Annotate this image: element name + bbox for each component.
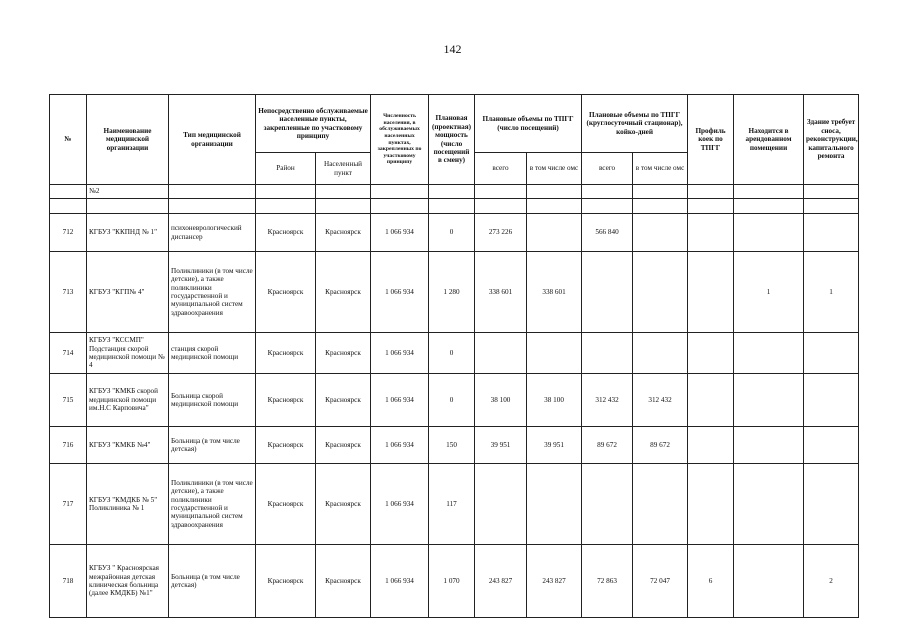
cell-settlement: Красноярск — [316, 214, 371, 252]
cell-row-number: 717 — [50, 464, 87, 545]
cell-org-name: КГБУЗ "КМКБ №4" — [87, 427, 169, 464]
header-population: Численность населения, в обслуживаемых населенных пунктах, закрепленных по участковому принципу — [371, 95, 429, 185]
cell-population: 1 066 934 — [371, 427, 429, 464]
cell-beddays-total — [582, 333, 633, 374]
cell-beds-profile: 6 — [688, 545, 734, 618]
cell-capacity: 0 — [429, 333, 475, 374]
cell-beddays-oms — [633, 252, 688, 333]
cell-beds-profile — [688, 252, 734, 333]
cell-org-name: КГБУЗ "КГП№ 4" — [87, 252, 169, 333]
cell-org-type: станция скорой медицинской помощи — [169, 333, 256, 374]
cell-beds-profile — [688, 374, 734, 427]
table-row — [50, 464, 859, 545]
cell-org-type: Поликлиники (в том числе детские), а также поликлиники государственной и муниципальной систем здравоохранения — [169, 464, 256, 545]
cell-org-name: КГБУЗ "КМДКБ № 5" Поликлиника № 1 — [87, 464, 169, 545]
cell-beddays-total: 566 840 — [582, 214, 633, 252]
header-visits-oms: в том числе омс — [527, 153, 582, 185]
cell-district: Красноярск — [256, 252, 316, 333]
cell-settlement: Красноярск — [316, 374, 371, 427]
cell-visits-total: 38 100 — [475, 374, 527, 427]
cell-population: 1 066 934 — [371, 464, 429, 545]
cell-visits-total — [475, 333, 527, 374]
cell-visits-total: 243 827 — [475, 545, 527, 618]
cell-repair — [804, 427, 859, 464]
cell-settlement: Красноярск — [316, 427, 371, 464]
cell-org-name: КГБУЗ "КМКБ скорой медицинской помощи им.Н.С Карповича" — [87, 374, 169, 427]
cell-beddays-oms: 89 672 — [633, 427, 688, 464]
cell-visits-total — [475, 464, 527, 545]
cell-capacity: 117 — [429, 464, 475, 545]
cell-beddays-total — [582, 252, 633, 333]
cell-row-number: 713 — [50, 252, 87, 333]
cell-visits-oms — [527, 333, 582, 374]
cell-visits-oms: 39 951 — [527, 427, 582, 464]
header-beddays-oms: в том числе омс — [633, 153, 688, 185]
cell-capacity: 0 — [429, 214, 475, 252]
cell-visits-total: 39 951 — [475, 427, 527, 464]
cell-district: Красноярск — [256, 464, 316, 545]
cell-beddays-total: 312 432 — [582, 374, 633, 427]
header-capacity: Плановая (проектная) мощность (число посещений в смену) — [429, 95, 475, 185]
header-no: № — [50, 95, 87, 185]
table-row — [50, 427, 859, 464]
header-beds: Профиль коек по ТПГГ — [688, 95, 734, 185]
header-visits-total: всего — [475, 153, 527, 185]
cell-org-type: психоневрологический диспансер — [169, 214, 256, 252]
cell-visits-oms — [527, 214, 582, 252]
cell-visits-oms: 338 601 — [527, 252, 582, 333]
cell-org-type: Больница (в том числе детская) — [169, 427, 256, 464]
cell-capacity: 1 070 — [429, 545, 475, 618]
cell-visits-total: 273 226 — [475, 214, 527, 252]
cell-rented — [734, 214, 804, 252]
cell-row-number: 714 — [50, 333, 87, 374]
cell-row-number: 718 — [50, 545, 87, 618]
cell-beddays-total: 72 863 — [582, 545, 633, 618]
cell-repair: 2 — [804, 545, 859, 618]
header-repair: Здание требует сноса, реконструкции, капитального ремонта — [804, 95, 859, 185]
header-visits: Плановые объемы по ТПГГ (число посещений) — [475, 95, 582, 153]
spacer-row — [50, 199, 859, 214]
cell-beddays-total: 89 672 — [582, 427, 633, 464]
header-name: Наименование медицинской организации — [87, 95, 169, 185]
cell-rented: 1 — [734, 252, 804, 333]
cell-visits-oms — [527, 464, 582, 545]
cell-population: 1 066 934 — [371, 333, 429, 374]
medical-organizations-table — [49, 94, 859, 618]
cell-rented — [734, 464, 804, 545]
cell-beddays-total — [582, 464, 633, 545]
cell-settlement: Красноярск — [316, 252, 371, 333]
cell-rented — [734, 427, 804, 464]
cell-settlement: Красноярск — [316, 545, 371, 618]
cell-beds-profile — [688, 427, 734, 464]
cell-beddays-oms — [633, 333, 688, 374]
table-row — [50, 214, 859, 252]
cell-org-type: Больница (в том числе детская) — [169, 545, 256, 618]
subheader-row — [50, 185, 859, 199]
cell-row-number: 712 — [50, 214, 87, 252]
cell-org-name: КГБУЗ "КССМП" Подстанция скорой медицинской помощи № 4 — [87, 333, 169, 374]
cell-repair — [804, 374, 859, 427]
cell-capacity: 1 280 — [429, 252, 475, 333]
page-number: 142 — [443, 42, 462, 56]
cell-district: Красноярск — [256, 545, 316, 618]
header-settlement: Населенный пункт — [316, 153, 371, 185]
cell-beddays-oms — [633, 464, 688, 545]
table-row — [50, 545, 859, 618]
cell-org-type: Поликлиники (в том числе детские), а также поликлиники государственной и муниципальной систем здравоохранения — [169, 252, 256, 333]
cell-district: Красноярск — [256, 374, 316, 427]
cell-district: Красноярск — [256, 333, 316, 374]
cell-org-name: КГБУЗ "ККПНД № 1" — [87, 214, 169, 252]
cell-population: 1 066 934 — [371, 374, 429, 427]
cell-district: Красноярск — [256, 214, 316, 252]
cell-org-name: КГБУЗ " Красноярская межрайонная детская клиническая больница (далее КМДКБ) №1" — [87, 545, 169, 618]
header-district: Район — [256, 153, 316, 185]
table-row — [50, 252, 859, 333]
header-beddays-total: всего — [582, 153, 633, 185]
cell-district: Красноярск — [256, 427, 316, 464]
header-type: Тип медицинской организации — [169, 95, 256, 185]
cell-settlement: Красноярск — [316, 464, 371, 545]
cell-capacity: 0 — [429, 374, 475, 427]
cell-population: 1 066 934 — [371, 214, 429, 252]
table-row — [50, 374, 859, 427]
cell-rented — [734, 374, 804, 427]
cell-capacity: 150 — [429, 427, 475, 464]
cell-rented — [734, 545, 804, 618]
cell-repair — [804, 333, 859, 374]
cell-rented — [734, 333, 804, 374]
table-row — [50, 333, 859, 374]
cell-beddays-oms: 72 047 — [633, 545, 688, 618]
cell-population: 1 066 934 — [371, 545, 429, 618]
cell-beds-profile — [688, 333, 734, 374]
subheader-label: №2 — [87, 185, 169, 199]
cell-beddays-oms: 312 432 — [633, 374, 688, 427]
cell-repair — [804, 464, 859, 545]
cell-visits-oms: 243 827 — [527, 545, 582, 618]
cell-row-number: 715 — [50, 374, 87, 427]
cell-settlement: Красноярск — [316, 333, 371, 374]
cell-org-type: Больница скорой медицинской помощи — [169, 374, 256, 427]
cell-beds-profile — [688, 464, 734, 545]
header-beddays: Плановые объемы по ТПГГ (круглосуточный стационар), койко-дней — [582, 95, 688, 153]
cell-visits-oms: 38 100 — [527, 374, 582, 427]
header-rented: Находится в арендованном помещении — [734, 95, 804, 185]
cell-visits-total: 338 601 — [475, 252, 527, 333]
cell-repair — [804, 214, 859, 252]
cell-beddays-oms — [633, 214, 688, 252]
header-served: Непосредственно обслуживаемые населенные пункты, закрепленные по участковому принципу — [256, 95, 371, 153]
cell-repair: 1 — [804, 252, 859, 333]
cell-population: 1 066 934 — [371, 252, 429, 333]
cell-beds-profile — [688, 214, 734, 252]
cell-row-number: 716 — [50, 427, 87, 464]
